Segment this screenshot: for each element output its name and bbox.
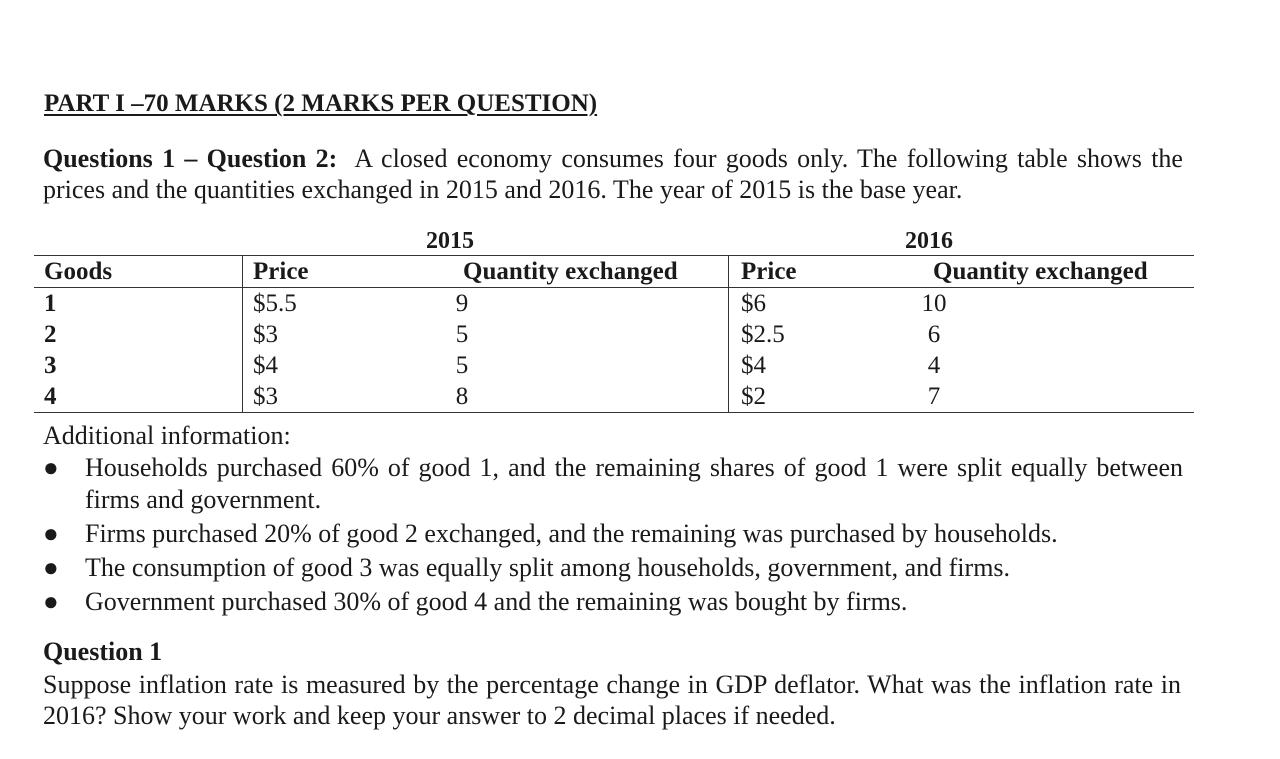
- table-header-row: [34, 256, 1194, 288]
- cell-price-2015: $5.5: [243, 288, 454, 320]
- cell-price-2015: $4: [243, 350, 454, 381]
- header-price-2015: Price: [243, 256, 454, 288]
- cell-price-2016: $6: [729, 288, 922, 320]
- list-item-text: Households purchased 60% of good 1, and the remaining shares of good 1 were split equally between firms and government.: [85, 453, 1183, 514]
- cell-price-2016: $2.5: [729, 319, 922, 350]
- cell-goods: 4: [34, 381, 243, 413]
- table-row: [34, 381, 1194, 413]
- cell-quantity-2016: 7: [927, 383, 941, 410]
- additional-information-label: Additional information:: [43, 421, 291, 450]
- cell-price-2016: $4: [729, 350, 922, 381]
- cell-quantity-2015: 9: [455, 290, 469, 317]
- list-item-text: The consumption of good 3 was equally split among households, government, and firms.: [85, 553, 1011, 582]
- intro-label: Questions 1 – Question 2:: [43, 144, 338, 173]
- bullet-icon: ●: [43, 587, 59, 616]
- cell-quantity-2016: 6: [927, 321, 941, 348]
- list-item: [43, 586, 1183, 618]
- question-title: Question 1: [43, 637, 163, 666]
- cell-price-2015: $3: [243, 381, 454, 413]
- bullet-icon: ●: [43, 519, 59, 548]
- cell-goods: 1: [44, 290, 57, 317]
- prices-quantities-table: [34, 255, 1194, 413]
- year-2015-label: 2015: [426, 228, 474, 254]
- cell-quantity-2015: 8: [455, 383, 469, 410]
- cell-price-2015: $3: [243, 319, 454, 350]
- year-header-row: [34, 228, 1194, 255]
- list-item: [43, 552, 1183, 584]
- cell-quantity-2015: 5: [455, 352, 469, 379]
- header-quantity-2016: Quantity exchanged: [921, 256, 1194, 288]
- question-text: Suppose inflation rate is measured by the percentage change in GDP deflator. What was the inflation rate in 2016? Show your work and keep your answer to 2 decimal places if needed.: [43, 670, 1181, 730]
- prices-quantities-table-block: [34, 228, 1194, 413]
- year-2016-label: 2016: [905, 228, 953, 254]
- cell-goods: 3: [44, 352, 57, 379]
- table-row: [34, 319, 1194, 350]
- bullet-icon: ●: [43, 553, 59, 582]
- intro-paragraph: [43, 143, 1183, 205]
- header-goods: Goods: [34, 256, 243, 288]
- cell-goods: 2: [44, 321, 57, 348]
- intro-text: A closed economy consumes four goods only. The following table shows the prices and the quantities exchanged in 2015 and 2016. The year of 2015 is the base year.: [43, 144, 1183, 204]
- table-row: [34, 350, 1194, 381]
- additional-information-list: [43, 452, 1183, 620]
- table-row: [34, 288, 1194, 320]
- cell-quantity-2016: 10: [921, 290, 947, 317]
- header-quantity-2015: Quantity exchanged: [453, 256, 729, 288]
- bullet-icon: ●: [43, 453, 59, 482]
- cell-quantity-2016: 4: [927, 352, 941, 379]
- header-price-2016: Price: [729, 256, 922, 288]
- cell-quantity-2015: 5: [455, 321, 469, 348]
- list-item-text: Government purchased 30% of good 4 and the remaining was bought by firms.: [85, 587, 908, 616]
- list-item-text: Firms purchased 20% of good 2 exchanged, and the remaining was purchased by households.: [85, 519, 1058, 548]
- list-item: [43, 518, 1183, 550]
- section-heading: PART I –70 MARKS (2 MARKS PER QUESTION): [44, 90, 598, 117]
- cell-price-2016: $2: [729, 381, 922, 413]
- list-item: [43, 452, 1183, 516]
